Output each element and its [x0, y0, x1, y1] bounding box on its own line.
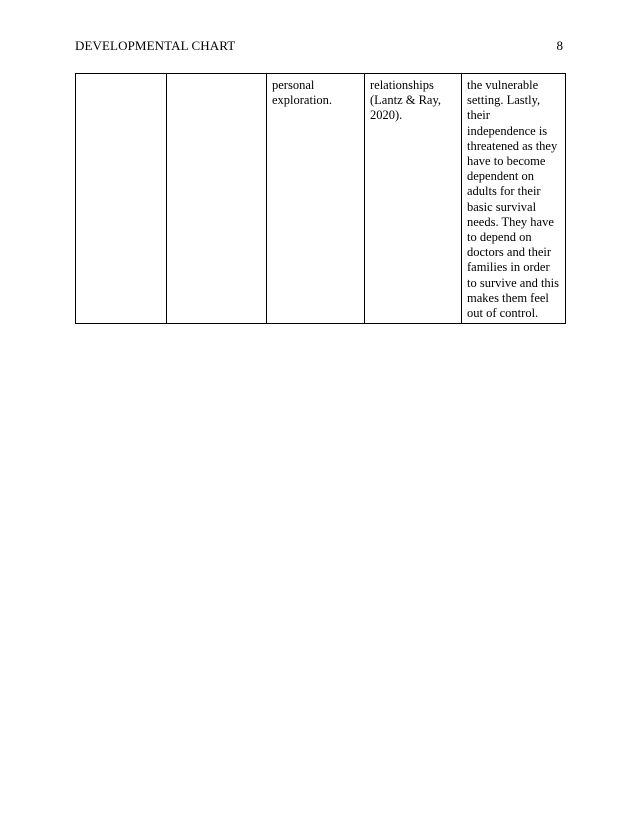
table-cell-col-5 [462, 74, 566, 324]
table-cell-col-2 [167, 74, 267, 324]
cell-text-line: adults for their [467, 184, 541, 199]
cell-text-line: needs. They have [467, 214, 554, 229]
page-number: 8 [556, 38, 563, 53]
cell-text-line: dependent on [467, 169, 534, 184]
cell-text-line: exploration. [272, 93, 333, 108]
cell-text-line: (Lantz & Ray, [370, 93, 442, 108]
cell-text-line: 2020). [370, 108, 403, 123]
table-cell-col-1 [76, 74, 167, 324]
developmental-chart-table [75, 73, 566, 324]
table-row [76, 74, 566, 324]
table-cell-col-4 [365, 74, 462, 324]
cell-text-line: personal [272, 78, 315, 92]
cell-text-line: their [467, 108, 490, 123]
cell-text-line: independence is [467, 123, 548, 138]
running-head: DEVELOPMENTAL CHART [75, 38, 236, 53]
cell-text-line: doctors and their [467, 245, 552, 260]
cell-text-line: out of control. [467, 306, 539, 321]
cell-text-line: setting. Lastly, [467, 93, 541, 108]
cell-text-line: makes them feel [467, 290, 549, 305]
cell-text-line: families in order [467, 260, 550, 275]
cell-text-line: have to become [467, 154, 546, 169]
cell-text-line: relationships [370, 78, 434, 92]
cell-text-line: the vulnerable [467, 78, 539, 92]
table-cell-col-3 [267, 74, 365, 324]
cell-text-line: threatened as they [467, 138, 558, 153]
cell-text-line: to survive and this [467, 275, 560, 290]
cell-text-line: to depend on [467, 230, 532, 245]
cell-text-line: basic survival [467, 199, 537, 214]
